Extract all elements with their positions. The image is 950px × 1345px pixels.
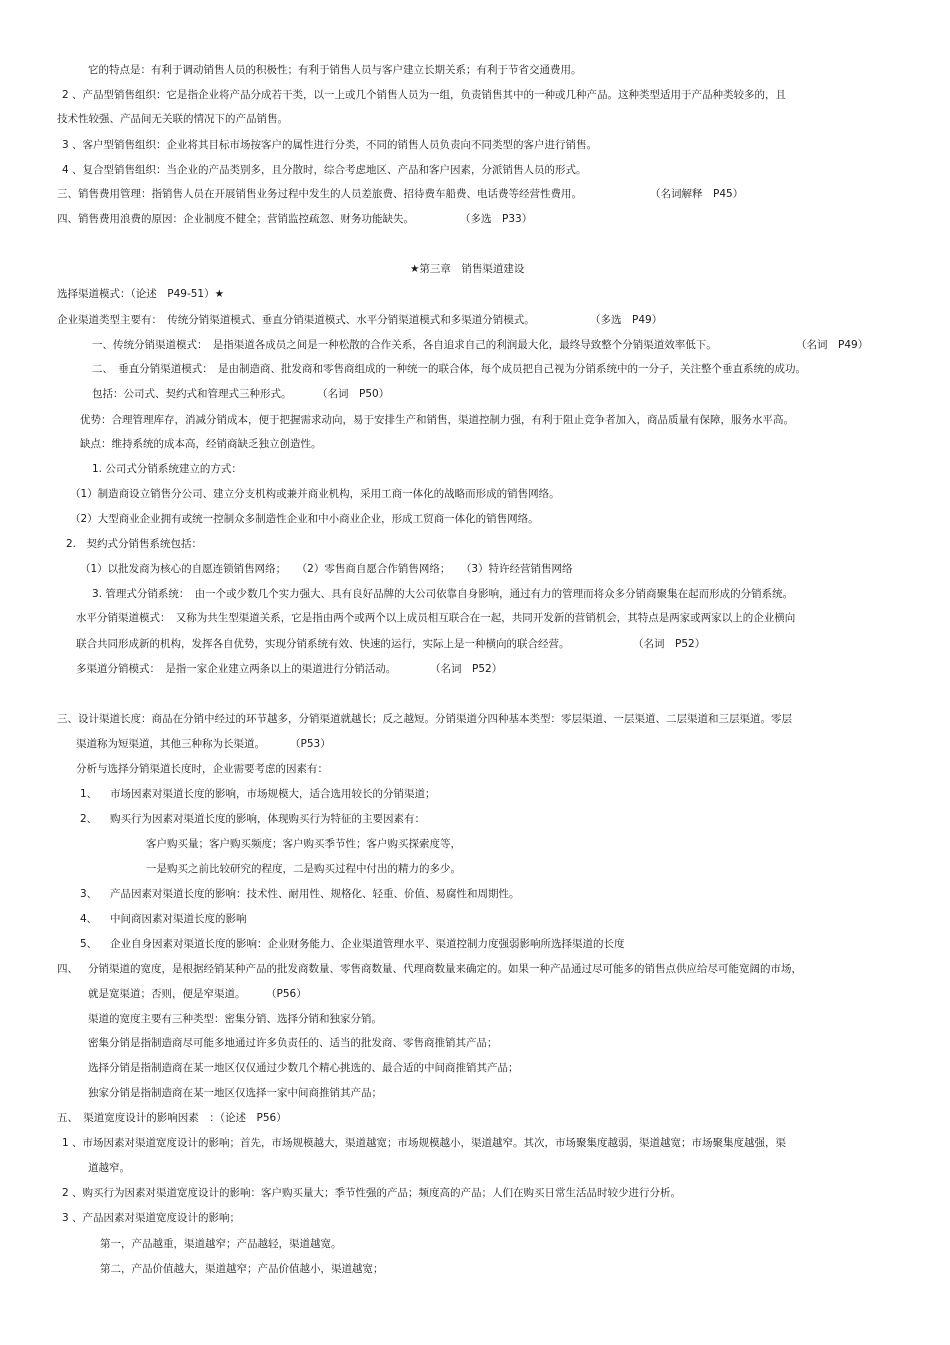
text-line: 渠道称为短渠道，其他三种称为长渠道。 [76, 738, 265, 750]
list-number: 3、 [80, 888, 98, 900]
text-line: 2. 契约式分销售系统包括： [66, 538, 203, 550]
text-line: 三、设计渠道长度：商品在分销中经过的环节越多，分销渠道就越长；反之越短。分销渠道分四种基本类型：零层渠道、一层渠道、二层渠道和三层渠道。零层 [57, 713, 792, 725]
citation-note: （P56） [266, 988, 307, 1000]
text-line: 就是宽渠道；否则，便是窄渠道。 [88, 988, 246, 1000]
text-line: 购买行为因素对渠道长度的影响，体现购买行为特征的主要因素有： [110, 813, 425, 825]
text-line: 三、销售费用管理：指销售人员在开展销售业务过程中发生的人员差旅费、招待费车船费、电话费等经营性费用。 [57, 188, 582, 200]
text-line: 1. 公司式分销系统建立的方式： [92, 463, 242, 475]
citation-note: （名词解释 P45） [650, 188, 744, 200]
text-line: 4 、复合型销售组织：当企业的产品类别多，且分散时，综合考虑地区、产品和客户因素，分派销售人员的形式。 [62, 164, 587, 176]
text-line: 水平分销渠道模式： 又称为共生型渠道关系，它是指由两个或两个以上成员相互联合在一起，共同开发新的营销机会，其特点是两家或两家以上的企业横向 [76, 612, 796, 624]
text-line: 第一，产品越重，渠道越窄；产品越轻，渠道越宽。 [100, 1238, 342, 1250]
text-line: 一是购买之前比较研究的程度，二是购买过程中付出的精力的多少。 [146, 863, 461, 875]
text-line: 产品因素对渠道长度的影响：技术性、耐用性、规格化、轻重、价值、易腐性和周期性。 [110, 888, 520, 900]
text-line: 道越窄。 [88, 1162, 130, 1174]
text-line: 中间商因素对渠道长度的影响 [110, 913, 247, 925]
citation-note: （名词 P52） [430, 663, 503, 675]
text-line: 选择分销是指制造商在某一地区仅仅通过少数几个精心挑选的、最合适的中间商推销其产品； [88, 1062, 519, 1074]
text-line: 四、销售费用浪费的原因：企业制度不健全；营销监控疏忽、财务功能缺失。 [57, 213, 414, 225]
list-number: 四、 [57, 963, 78, 975]
citation-note: （名词 P52） [633, 638, 706, 650]
chapter-title: ★第三章 销售渠道建设 [410, 263, 525, 275]
text-line: 多渠道分销模式： 是指一家企业建立两条以上的渠道进行分销活动。 [76, 663, 397, 675]
text-line: 缺点：维持系统的成本高，经销商缺乏独立创造性。 [80, 438, 322, 450]
citation-note: （多选 P33） [460, 213, 533, 225]
text-line: （2）大型商业企业拥有或统一控制众多制造性企业和中小商业企业，形成工贸商一体化的销售网络。 [70, 513, 539, 525]
text-line: 它的特点是：有利于调动销售人员的积极性；有利于销售人员与客户建立长期关系；有利于节省交通费用。 [88, 64, 582, 76]
text-line: 分销渠道的宽度，是根据经销某种产品的批发商数量、零售商数量、代理商数量来确定的。如果一种产品通过尽可能多的销售点供应给尽可能宽阔的市场， [88, 963, 802, 975]
text-line: 市场因素对渠道长度的影响，市场规模大，适合选用较长的分销渠道； [110, 788, 436, 800]
citation-note: （名词 P49） [796, 339, 869, 351]
text-line: 客户购买量；客户购买频度；客户购买季节性；客户购买探索度等， [146, 838, 461, 850]
list-number: 1、 [80, 788, 98, 800]
text-line: 3 、客户型销售组织：企业将其目标市场按客户的属性进行分类，不同的销售人员负责向不同类型的客户进行销售。 [62, 139, 598, 151]
text-line: 1 、市场因素对渠道宽度设计的影响；首先，市场规模越大，渠道越宽；市场规模越小，渠道越窄。其次，市场聚集度越弱，渠道越宽；市场聚集度越强，渠 [62, 1137, 787, 1149]
text-line: 包括：公司式、契约式和管理式三种形式。 [92, 388, 292, 400]
citation-note: （名词 P50） [317, 388, 390, 400]
text-line: 渠道的宽度主要有三种类型：密集分销、选择分销和独家分销。 [88, 1013, 382, 1025]
text-line: 二、 垂直分销渠道模式： 是由制造商、批发商和零售商组成的一种统一的联合体，每个成员把自己视为分销系统中的一分子，关注整个垂直系统的成功。 [92, 363, 806, 375]
citation-note: （P53） [290, 738, 331, 750]
text-line: （1）制造商设立销售分公司、建立分支机构或兼并商业机构，采用工商一体化的战略而形成的销售网络。 [70, 488, 560, 500]
text-line: 选择渠道模式：（论述 P49-51）★ [57, 288, 225, 300]
list-number: 2、 [80, 813, 98, 825]
list-number: 4、 [80, 913, 98, 925]
text-line: 企业自身因素对渠道长度的影响：企业财务能力、企业渠道管理水平、渠道控制力度强弱影响所选择渠道的长度 [110, 938, 625, 950]
text-line: 分析与选择分销渠道长度时，企业需要考虑的因素有： [76, 763, 328, 775]
text-line: （1）以批发商为核心的自愿连锁销售网络； （2）零售商自愿合作销售网络； （3）特许经营销售网络 [80, 563, 573, 575]
text-line: 独家分销是指制造商在某一地区仅选择一家中间商推销其产品； [88, 1087, 382, 1099]
citation-note: （多选 P49） [590, 314, 663, 326]
text-line: 2 、购买行为因素对渠道宽度设计的影响：客户购买量大；季节性强的产品；频度高的产品；人们在购买日常生活品时较少进行分析。 [62, 1187, 682, 1199]
text-line: 3. 管理式分销系统： 由一个或少数几个实力强大、具有良好品牌的大公司依靠自身影响，通过有力的管理而将众多分销商聚集在起而形成的分销系统。 [92, 588, 794, 600]
text-line: 第二，产品价值越大，渠道越窄；产品价值越小，渠道越宽； [100, 1263, 384, 1275]
text-line: 2 、产品型销售组织：它是指企业将产品分成若干类，以一上或几个销售人员为一组，负责销售其中的一种或几种产品。这种类型适用于产品种类较多的，且 [62, 89, 787, 101]
list-number: 5、 [80, 938, 98, 950]
text-line: 一、传统分销渠道模式： 是指渠道各成员之间是一种松散的合作关系，各自追求自己的利润最大化，最终导致整个分销渠道效率低下。 [92, 339, 717, 351]
text-line: 五、 渠道宽度设计的影响因素 ：（论述 P56） [57, 1112, 287, 1124]
text-line: 优势：合理管理库存，消减分销成本，便于把握需求动向，易于安排生产和销售，渠道控制力强，有利于阻止竞争者加入，商品质量有保障，服务水平高。 [80, 414, 794, 426]
text-line: 联合共同形成新的机构，发挥各自优势，实现分销系统有效、快速的运行，实际上是一种横向的联合经营。 [76, 638, 570, 650]
text-line: 3 、产品因素对渠道宽度设计的影响； [62, 1212, 241, 1224]
text-line: 密集分销是指制造商尽可能多地通过许多负责任的、适当的批发商、零售商推销其产品； [88, 1037, 498, 1049]
text-line: 企业渠道类型主要有： 传统分销渠道模式、垂直分销渠道模式、水平分销渠道模式和多渠道分销模式。 [57, 314, 535, 326]
text-line: 技术性较强、产品间无关联的情况下的产品销售。 [57, 113, 288, 125]
